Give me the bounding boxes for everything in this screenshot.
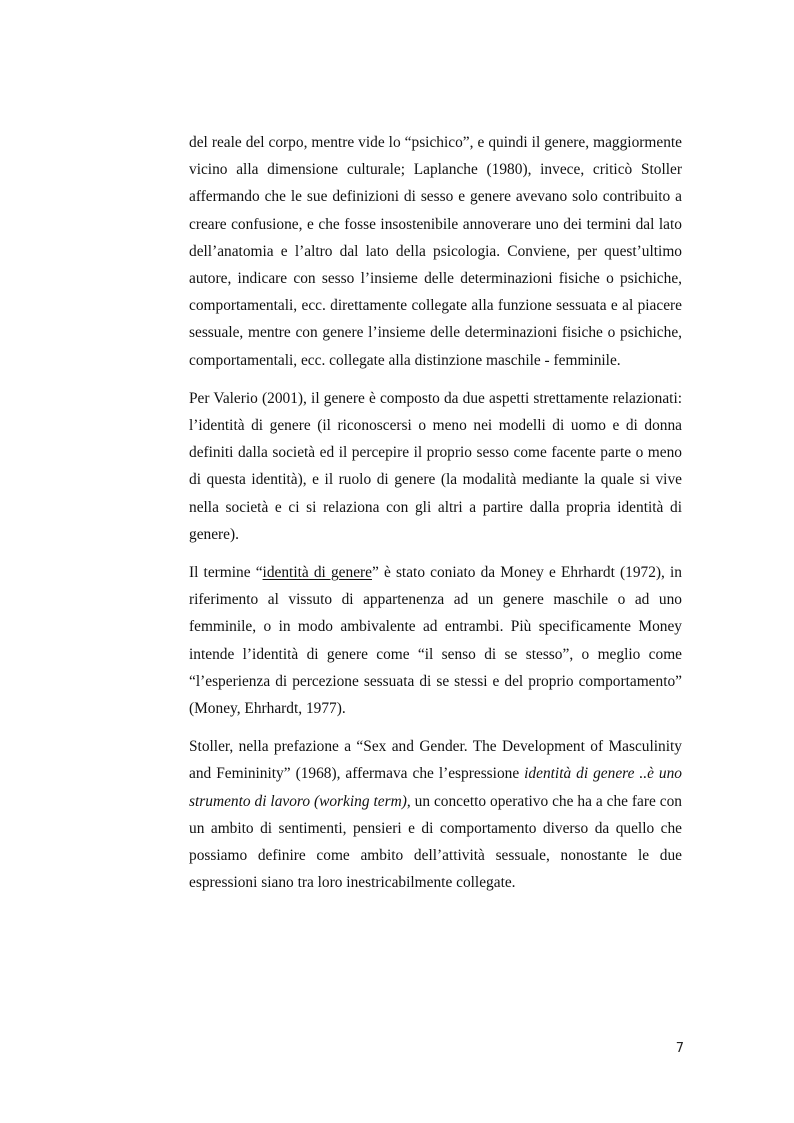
paragraph-stoller [189,733,682,896]
paragraph-text-start: Il termine “ [189,564,263,582]
paragraph-text: del reale del corpo, mentre vide lo “psichico”, e quindi il genere, maggiormente vicino alla dimensione culturale; Laplanche (1980), invece, criticò Stoller affermando che le sue definizioni di sesso e genere avevano solo contribuito a creare confusione, e che fosse insostenibile annoverare uno dei termini dal lato dell’anatomia e l’altro dal lato della psicologia. Conviene, per quest’ultimo autore, indicare con sesso l’insieme delle determinazioni fisiche o psichiche, comportamentali, ecc. direttamente collegate alla funzione sessuata e al piacere sessuale, mentre con genere l’insieme delle determinazioni fisiche o psichiche, comportamentali, ecc. collegate alla distinzione maschile - femminile. [189,134,682,369]
body-text [189,129,682,907]
paragraph-text-start: Stoller, nella prefazione a “Sex and Gender. The Development of Masculinity and Femininity” (1968), affermava che l’espressione [189,738,682,783]
paragraph-gender-identity [189,559,682,722]
page-number: 7 [675,1041,684,1056]
paragraph-valerio [189,385,682,548]
paragraph-text-end: ” è stato coniato da Money e Ehrhardt (1972), in riferimento al vissuto di appartenenza ad un genere maschile o ad uno femminile, o in modo ambivalente ad entrambi. Più specificamente Money intende l’identità di genere come “il senso di se stesso”, o meglio come “l’esperienza di percezione sessuata di se stessi e del proprio comportamento” (Money, Ehrhardt, 1977). [189,564,682,718]
paragraph-sex-gender-definitions [189,129,682,374]
italic-quote: identità di genere ..è uno strumento di lavoro (working term) [189,765,682,810]
underlined-term: identità di genere [262,564,372,582]
paragraph-text: Per Valerio (2001), il genere è composto da due aspetti strettamente relazionati: l’identità di genere (il riconoscersi o meno nei modelli di uomo e di donna definiti dalla società ed il percepire il proprio sesso come facente parte o meno di questa identità), e il ruolo di genere (la modalità mediante la quale si vive nella società e ci si relaziona con gli altri a partire dalla propria identità di genere). [189,389,682,543]
paragraph-text-end: , un concetto operativo che ha a che fare con un ambito di sentimenti, pensieri e di comportamento diverso da quello che possiamo definire come ambito dell’attività sessuale, nonostante le due espressioni siano tra loro inestricabilmente collegate. [189,792,682,892]
